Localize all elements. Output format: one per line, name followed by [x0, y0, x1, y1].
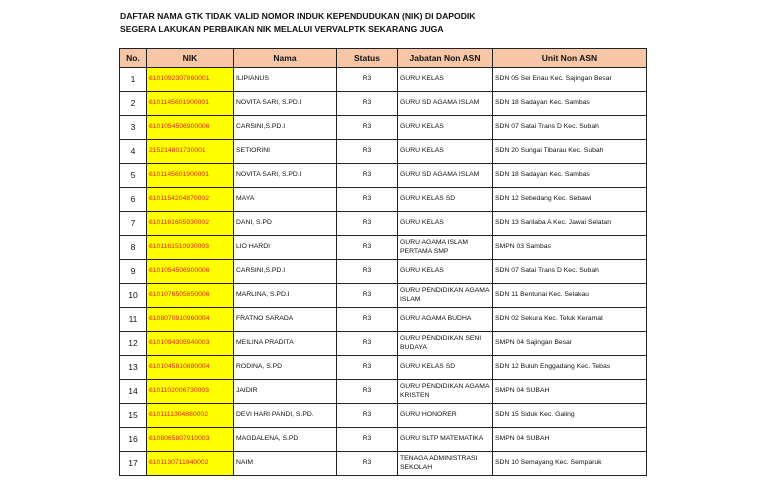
cell-jabatan: GURU KELAS	[398, 116, 493, 140]
cell-unit: SDN 12 Buluh Enggadang Kec. Tebas	[493, 356, 647, 380]
table-row	[120, 140, 647, 164]
cell-unit: SDN 02 Sekura Kec. Teluk Keramat	[493, 308, 647, 332]
cell-jabatan: GURU AGAMA BUDHA	[398, 308, 493, 332]
cell-nama: MAYA	[234, 188, 337, 212]
cell-jabatan: GURU KELAS SD	[398, 356, 493, 380]
cell-status: R3	[337, 68, 398, 92]
cell-nama: NOVITA SARI, S.PD.I	[234, 164, 337, 188]
cell-no: 13	[120, 356, 147, 380]
cell-status: R3	[337, 116, 398, 140]
cell-jabatan: GURU PENDIDIKAN AGAMA ISLAM	[398, 284, 493, 308]
table-row	[120, 332, 647, 356]
cell-no: 16	[120, 428, 147, 452]
cell-unit: SDN 18 Sadayan Kec. Sambas	[493, 92, 647, 116]
table-row	[120, 92, 647, 116]
cell-nik: 6101092307860001	[147, 68, 234, 92]
cell-status: R3	[337, 380, 398, 404]
table-row	[120, 188, 647, 212]
cell-no: 9	[120, 260, 147, 284]
cell-status: R3	[337, 308, 398, 332]
cell-jabatan: GURU KELAS	[398, 212, 493, 236]
cell-status: R3	[337, 284, 398, 308]
cell-status: R3	[337, 452, 398, 476]
cell-nik: 6101111304880002	[147, 404, 234, 428]
cell-nama: DEVI HARI PANDI, S.PD.	[234, 404, 337, 428]
cell-nama: MAGDALENA, S.PD	[234, 428, 337, 452]
cell-nik: 6101161605930002	[147, 212, 234, 236]
cell-no: 17	[120, 452, 147, 476]
cell-status: R3	[337, 404, 398, 428]
cell-nama: NOVITA SARI, S.PD.I	[234, 92, 337, 116]
table-row	[120, 452, 647, 476]
table-row	[120, 380, 647, 404]
cell-status: R3	[337, 212, 398, 236]
cell-no: 6	[120, 188, 147, 212]
cell-nik: 6101045810880004	[147, 356, 234, 380]
header-jabatan: Jabatan Non ASN	[398, 49, 493, 68]
cell-nama: JAIDIR	[234, 380, 337, 404]
cell-status: R3	[337, 164, 398, 188]
cell-nama: RODINA, S.PD	[234, 356, 337, 380]
cell-no: 4	[120, 140, 147, 164]
cell-unit: SDN 07 Satai Trans D Kec. Subah	[493, 260, 647, 284]
cell-unit: SDN 13 Sarilaba A Kec. Jawai Selatan	[493, 212, 647, 236]
header-unit: Unit Non ASN	[493, 49, 647, 68]
header-nik: NIK	[147, 49, 234, 68]
cell-no: 11	[120, 308, 147, 332]
header-nama: Nama	[234, 49, 337, 68]
cell-unit: SDN 15 Siduk Kec. Galing	[493, 404, 647, 428]
cell-nama: CARSINI,S.PD.I	[234, 116, 337, 140]
cell-status: R3	[337, 356, 398, 380]
cell-nik: 6101054506900006	[147, 260, 234, 284]
table-row	[120, 284, 647, 308]
table-row	[120, 212, 647, 236]
cell-jabatan: GURU KELAS	[398, 140, 493, 164]
cell-unit: SDN 10 Semayang Kec. Semparuk	[493, 452, 647, 476]
table-row	[120, 116, 647, 140]
cell-no: 1	[120, 68, 147, 92]
table-row	[120, 68, 647, 92]
cell-nama: MARLINA, S.PD.I	[234, 284, 337, 308]
cell-status: R3	[337, 332, 398, 356]
cell-jabatan: GURU HONORER	[398, 404, 493, 428]
cell-nik: 6101130711940002	[147, 452, 234, 476]
cell-nik: 6101076505850006	[147, 284, 234, 308]
cell-unit: SDN 11 Bentunai Kec. Selakau	[493, 284, 647, 308]
cell-no: 12	[120, 332, 147, 356]
document-heading	[120, 10, 476, 36]
cell-nik: 6101145601900001	[147, 164, 234, 188]
cell-status: R3	[337, 140, 398, 164]
cell-nik: 6101161510930003	[147, 236, 234, 260]
heading-line-2: SEGERA LAKUKAN PERBAIKAN NIK MELALUI VERVALPTK SEKARANG JUGA	[120, 24, 444, 34]
cell-jabatan: GURU PENDIDIKAN SENI BUDAYA	[398, 332, 493, 356]
cell-nik: 6101145601900001	[147, 92, 234, 116]
cell-nik: 6101154204870002	[147, 188, 234, 212]
cell-unit: SMPN 03 Sambas	[493, 236, 647, 260]
cell-no: 7	[120, 212, 147, 236]
table-row	[120, 308, 647, 332]
table-row	[120, 164, 647, 188]
gtk-nik-table	[119, 48, 647, 476]
table-row	[120, 236, 647, 260]
cell-jabatan: GURU SD AGAMA ISLAM	[398, 92, 493, 116]
cell-nik: 6101102006730003	[147, 380, 234, 404]
cell-unit: SDN 18 Sadayan Kec. Sambas	[493, 164, 647, 188]
table-row	[120, 428, 647, 452]
cell-nama: SETIORINI	[234, 140, 337, 164]
cell-status: R3	[337, 188, 398, 212]
table-body	[120, 68, 647, 476]
header-no: No.	[120, 49, 147, 68]
header-status: Status	[337, 49, 398, 68]
cell-jabatan: GURU PENDIDIKAN AGAMA KRISTEN	[398, 380, 493, 404]
cell-nik: 6101054506900006	[147, 116, 234, 140]
cell-no: 3	[120, 116, 147, 140]
table-row	[120, 356, 647, 380]
cell-no: 8	[120, 236, 147, 260]
cell-status: R3	[337, 92, 398, 116]
cell-unit: SDN 12 Sebedang Kec. Sebawi	[493, 188, 647, 212]
cell-no: 15	[120, 404, 147, 428]
cell-nama: FRATNO SARADA	[234, 308, 337, 332]
cell-no: 5	[120, 164, 147, 188]
cell-unit: SDN 07 Satai Trans D Kec. Subah	[493, 116, 647, 140]
cell-unit: SMPN 04 Sajingan Besar	[493, 332, 647, 356]
cell-unit: SDN 20 Sungai Tibarau Kec. Subah	[493, 140, 647, 164]
cell-jabatan: GURU KELAS	[398, 68, 493, 92]
table-header-row	[120, 49, 647, 68]
cell-nama: CARSINI,S.PD.I	[234, 260, 337, 284]
table-row	[120, 404, 647, 428]
cell-jabatan: GURU KELAS	[398, 260, 493, 284]
cell-nama: DANI, S.PD	[234, 212, 337, 236]
cell-nik: 6101094305940003	[147, 332, 234, 356]
cell-nama: NAIM	[234, 452, 337, 476]
cell-jabatan: TENAGA ADMINISTRASI SEKOLAH	[398, 452, 493, 476]
cell-no: 14	[120, 380, 147, 404]
cell-jabatan: GURU SLTP MATEMATIKA	[398, 428, 493, 452]
cell-no: 10	[120, 284, 147, 308]
cell-nik: 6108070910960004	[147, 308, 234, 332]
cell-unit: SDN 05 Sei Enau Kec. Sajingan Besar	[493, 68, 647, 92]
cell-jabatan: GURU KELAS SD	[398, 188, 493, 212]
cell-unit: SMPN 04 SUBAH	[493, 380, 647, 404]
cell-unit: SMPN 04 SUBAH	[493, 428, 647, 452]
cell-no: 2	[120, 92, 147, 116]
cell-status: R3	[337, 428, 398, 452]
cell-nik: 6108065807910003	[147, 428, 234, 452]
cell-nama: ILIPIANUS	[234, 68, 337, 92]
cell-status: R3	[337, 236, 398, 260]
cell-nama: MEILINA PRADITA	[234, 332, 337, 356]
cell-jabatan: GURU AGAMA ISLAM PERTAMA SMP	[398, 236, 493, 260]
cell-nama: LIO HARDI	[234, 236, 337, 260]
cell-status: R3	[337, 260, 398, 284]
heading-line-1: DAFTAR NAMA GTK TIDAK VALID NOMOR INDUK KEPENDUDUKAN (NIK) DI DAPODIK	[120, 11, 476, 21]
cell-nik: 215214801730001	[147, 140, 234, 164]
cell-jabatan: GURU SD AGAMA ISLAM	[398, 164, 493, 188]
table-row	[120, 260, 647, 284]
